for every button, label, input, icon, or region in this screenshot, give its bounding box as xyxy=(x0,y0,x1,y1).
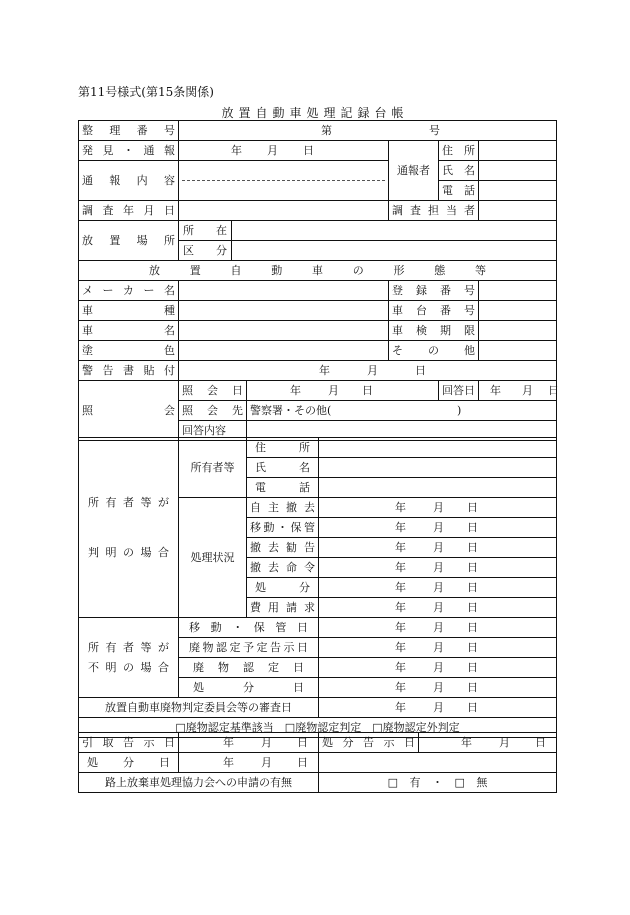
survey-date-field[interactable] xyxy=(179,201,389,221)
owner-address-field[interactable] xyxy=(319,438,557,458)
month-unit: 月 xyxy=(433,581,444,594)
day-unit: 日 xyxy=(467,621,478,634)
chassis-no-field[interactable] xyxy=(479,301,557,321)
address-label: 住所 xyxy=(439,141,479,161)
year-unit: 年 xyxy=(395,641,406,654)
year-unit: 年 xyxy=(223,736,234,749)
reporter-name-field[interactable] xyxy=(479,161,557,181)
disposal-notice-label: 処分告示日 xyxy=(319,733,419,753)
district-field[interactable] xyxy=(232,241,556,260)
reg-no-label: 登録番号 xyxy=(389,281,479,301)
council-application-yes-no[interactable]: □ 有 ・ □ 無 xyxy=(319,773,557,793)
report-content-field[interactable] xyxy=(179,161,389,201)
day-unit: 日 xyxy=(467,601,478,614)
location-district-cell xyxy=(179,241,557,261)
voluntary-removal-label: 自主撤去 xyxy=(247,498,319,518)
paint-field[interactable] xyxy=(179,341,389,361)
day-unit: 日 xyxy=(467,641,478,654)
judgement-options[interactable]: □廃物認定基準該当 □廃物認定判定 □廃物認定外判定 xyxy=(79,718,557,738)
record-ledger-table xyxy=(78,120,557,441)
inquiry-date-label: 照会日 xyxy=(179,381,247,401)
year-unit: 年 xyxy=(395,661,406,674)
month-unit: 月 xyxy=(433,661,444,674)
year-unit: 年 xyxy=(319,364,330,377)
place-field[interactable] xyxy=(232,221,556,240)
survey-officer-field[interactable] xyxy=(479,201,557,221)
table-row xyxy=(79,121,557,141)
location-label: 放置場所 xyxy=(79,221,179,261)
reporter-address-field[interactable] xyxy=(479,141,557,161)
move-store-date-label: 移動・保管日 xyxy=(179,618,319,638)
form-number: 第11号様式(第15条関係) xyxy=(78,85,214,99)
waste-notice-date-label: 廃物認定予定告示日 xyxy=(179,638,319,658)
day-unit: 日 xyxy=(535,736,546,749)
year-unit: 年 xyxy=(395,681,406,694)
month-unit: 月 xyxy=(433,681,444,694)
owner-phone-field[interactable] xyxy=(319,478,557,498)
table-row xyxy=(79,221,557,241)
inquiry-date-cell xyxy=(247,381,439,401)
car-name-field[interactable] xyxy=(179,321,389,341)
table-row xyxy=(79,321,557,341)
owner-name-field[interactable] xyxy=(319,458,557,478)
owner-address-label: 住所 xyxy=(247,438,319,458)
month-unit: 月 xyxy=(433,501,444,514)
dai-text: 第 xyxy=(321,124,332,137)
year-unit: 年 xyxy=(395,521,406,534)
day-unit: 日 xyxy=(467,561,478,574)
inquiry-label: 照会 xyxy=(79,381,179,441)
disposal-notice-date-field[interactable] xyxy=(419,733,557,753)
month-unit: 月 xyxy=(267,144,278,157)
paint-label: 塗色 xyxy=(79,341,179,361)
disposal-date[interactable] xyxy=(319,578,557,598)
removal-advice-label: 撤去勧告 xyxy=(247,538,319,558)
withdrawal-notice-label: 引取告示日 xyxy=(79,733,179,753)
name-label: 氏名 xyxy=(439,161,479,181)
table-row xyxy=(79,301,557,321)
table-row xyxy=(79,341,557,361)
processing-label: 処理状況 xyxy=(179,498,247,618)
vehicle-type-label: 車種 xyxy=(79,301,179,321)
inquiry-to-close: ) xyxy=(457,404,462,417)
table-row xyxy=(79,698,557,718)
disposal-day-label: 処分日 xyxy=(79,753,179,773)
table-row xyxy=(79,753,557,773)
owner-unknown-line1: 所有者等が xyxy=(88,640,169,654)
committee-review-date-field[interactable] xyxy=(319,698,557,718)
dotted-divider xyxy=(182,180,385,181)
reply-content-label: 回答内容 xyxy=(179,421,247,441)
council-application-label: 路上放棄車処理協力会への申請の有無 xyxy=(79,773,319,793)
owner-known-line1: 所有者等が xyxy=(88,495,169,509)
reply-date-field[interactable] xyxy=(479,381,559,400)
year-unit: 年 xyxy=(395,501,406,514)
warning-posted-label: 警告書貼付 xyxy=(79,361,179,381)
phone-label: 電話 xyxy=(439,181,479,201)
vehicle-type-field[interactable] xyxy=(179,301,389,321)
page-title: 放置自動車処理記録台帳 xyxy=(221,106,409,120)
removal-advice-date[interactable] xyxy=(319,538,557,558)
month-unit: 月 xyxy=(261,736,272,749)
move-store-date[interactable] xyxy=(319,518,557,538)
reporter-label: 通報者 xyxy=(389,141,439,201)
inquiry-to-field[interactable] xyxy=(247,401,557,421)
owner-phone-label: 電話 xyxy=(247,478,319,498)
day-unit: 日 xyxy=(548,384,559,397)
table-row xyxy=(79,161,557,181)
year-unit: 年 xyxy=(395,561,406,574)
year-unit: 年 xyxy=(290,384,301,397)
day-unit: 日 xyxy=(303,144,314,157)
other-field[interactable] xyxy=(479,341,557,361)
inquiry-date-field[interactable] xyxy=(247,381,438,400)
table-row xyxy=(79,381,557,401)
disposal-day-extra[interactable] xyxy=(319,753,557,773)
district-label: 区分 xyxy=(179,241,232,260)
day-unit: 日 xyxy=(467,541,478,554)
removal-order-label: 撤去命令 xyxy=(247,558,319,578)
disposal-label: 処分 xyxy=(247,578,319,598)
year-unit: 年 xyxy=(395,621,406,634)
owner-unknown-line2: 不明の場合 xyxy=(88,660,169,674)
disposal-date-label: 処分日 xyxy=(179,678,319,698)
day-unit: 日 xyxy=(467,701,478,714)
table-row xyxy=(79,201,557,221)
month-unit: 月 xyxy=(433,701,444,714)
day-unit: 日 xyxy=(467,501,478,514)
serial-no-label: 整理番号 xyxy=(79,121,179,141)
month-unit: 月 xyxy=(433,521,444,534)
car-name-label: 車名 xyxy=(79,321,179,341)
table-row xyxy=(79,618,557,638)
table-row xyxy=(79,773,557,793)
removal-order-date[interactable] xyxy=(319,558,557,578)
month-unit: 月 xyxy=(433,541,444,554)
inspection-expiry-field[interactable] xyxy=(479,321,557,341)
month-unit: 月 xyxy=(261,756,272,769)
owner-section-table xyxy=(78,437,557,738)
report-content-label: 通報内容 xyxy=(79,161,179,201)
day-unit: 日 xyxy=(415,364,426,377)
month-unit: 月 xyxy=(328,384,339,397)
survey-officer-label: 調査担当者 xyxy=(389,201,479,221)
waste-cert-date-label: 廃物認定日 xyxy=(179,658,319,678)
waste-notice-date-field[interactable] xyxy=(319,638,557,658)
notice-section-table xyxy=(78,732,557,793)
disposal-date-field[interactable] xyxy=(319,678,557,698)
maker-field[interactable] xyxy=(179,281,389,301)
vehicle-form-header: 放置自動車の形態等 xyxy=(79,261,557,281)
table-row xyxy=(79,261,557,281)
table-row xyxy=(79,141,557,161)
year-unit: 年 xyxy=(395,701,406,714)
reg-no-field[interactable] xyxy=(479,281,557,301)
cost-claim-date[interactable] xyxy=(319,598,557,618)
month-unit: 月 xyxy=(522,384,533,397)
year-unit: 年 xyxy=(395,541,406,554)
table-row xyxy=(79,733,557,753)
year-unit: 年 xyxy=(461,736,472,749)
table-row xyxy=(79,438,557,458)
table-row xyxy=(79,281,557,301)
committee-review-label: 放置自動車廃物判定委員会等の審査日 xyxy=(79,698,319,718)
owner-name-label: 氏名 xyxy=(247,458,319,478)
month-unit: 月 xyxy=(367,364,378,377)
year-unit: 年 xyxy=(223,756,234,769)
owner-known-line2: 判明の場合 xyxy=(88,545,169,559)
reporter-phone-field[interactable] xyxy=(479,181,557,201)
inquiry-to-label: 照会先 xyxy=(179,401,247,421)
place-label: 所在 xyxy=(179,221,232,240)
voluntary-removal-date[interactable] xyxy=(319,498,557,518)
spacer xyxy=(82,516,175,540)
year-unit: 年 xyxy=(395,601,406,614)
chassis-no-label: 車台番号 xyxy=(389,301,479,321)
day-unit: 日 xyxy=(467,521,478,534)
owner-known-label xyxy=(79,438,179,618)
disposal-day-field[interactable] xyxy=(179,753,319,773)
go-text: 号 xyxy=(429,124,440,137)
move-store-date-field[interactable] xyxy=(319,618,557,638)
day-unit: 日 xyxy=(467,661,478,674)
month-unit: 月 xyxy=(433,561,444,574)
month-unit: 月 xyxy=(433,621,444,634)
month-unit: 月 xyxy=(499,736,510,749)
cost-claim-label: 費用請求 xyxy=(247,598,319,618)
reply-date-label: 回答日 xyxy=(439,381,479,400)
location-place-cell xyxy=(179,221,557,241)
discovery-label: 発見・通報 xyxy=(79,141,179,161)
warning-posted-date-field[interactable] xyxy=(179,361,557,381)
survey-date-label: 調査年月日 xyxy=(79,201,179,221)
owner-etc-label: 所有者等 xyxy=(179,438,247,498)
reply-date-cell xyxy=(439,381,557,401)
day-unit: 日 xyxy=(297,736,308,749)
move-store-label: 移動・保管 xyxy=(247,518,319,538)
month-unit: 月 xyxy=(433,641,444,654)
serial-no-field[interactable] xyxy=(179,121,557,141)
day-unit: 日 xyxy=(362,384,373,397)
inquiry-to-value: 警察署・その他( xyxy=(250,404,332,417)
maker-label: メーカー名 xyxy=(79,281,179,301)
year-unit: 年 xyxy=(395,581,406,594)
discovery-date-field[interactable] xyxy=(179,141,389,161)
month-unit: 月 xyxy=(433,601,444,614)
table-row xyxy=(79,361,557,381)
waste-cert-date-field[interactable] xyxy=(319,658,557,678)
other-label: その他 xyxy=(389,341,479,361)
year-unit: 年 xyxy=(231,144,242,157)
owner-unknown-label xyxy=(79,618,179,698)
year-unit: 年 xyxy=(490,384,501,397)
inspection-expiry-label: 車検期限 xyxy=(389,321,479,341)
day-unit: 日 xyxy=(467,581,478,594)
day-unit: 日 xyxy=(467,681,478,694)
day-unit: 日 xyxy=(297,756,308,769)
withdrawal-notice-date-field[interactable] xyxy=(179,733,319,753)
